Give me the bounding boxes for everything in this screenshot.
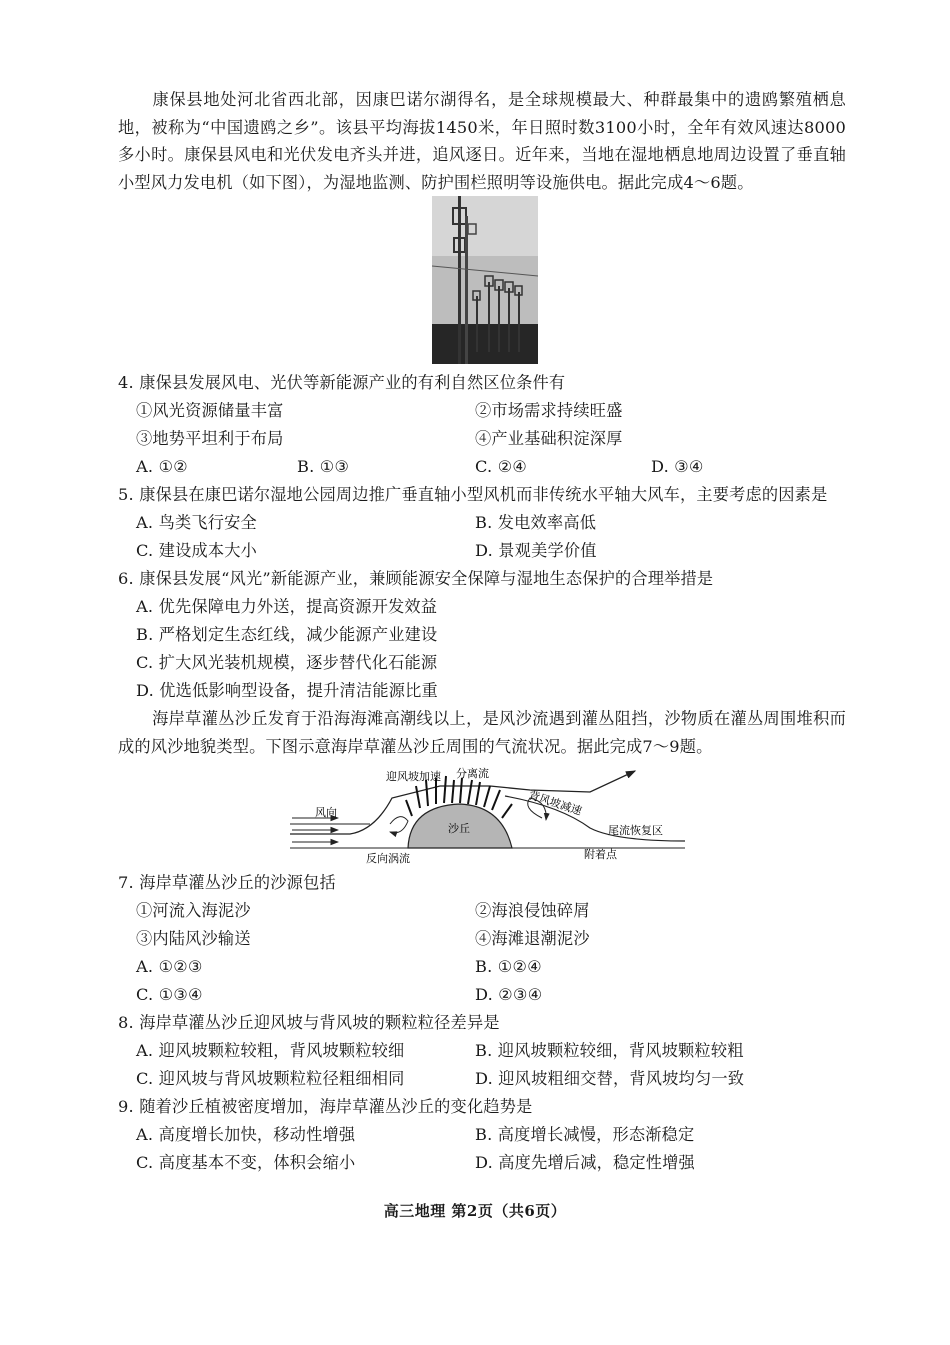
q6-option-c: C. 扩大风光装机规模，逐步替代化石能源	[136, 653, 438, 672]
page-footer: 高三地理 第2页（共6页）	[383, 1202, 567, 1220]
passage-wind-power	[118, 86, 846, 196]
q7-stem: 7. 海岸草灌丛沙丘的沙源包括	[118, 873, 336, 892]
passage-text: 海岸草灌丛沙丘发育于沿海海滩高潮线以上，是风沙流遇到灌丛阻挡，沙物质在灌丛周围堆积而成的风沙地貌类型。下图示意海岸草灌丛沙丘周围的气流状况。据此完成7～9题。	[118, 709, 846, 756]
q4-item-4: ④产业基础积淀深厚	[475, 429, 623, 448]
q7-option-a: A. ①②③	[136, 957, 203, 976]
q9-option-a: A. 高度增长加快，移动性增强	[136, 1125, 356, 1144]
q4-option-b: B. ①③	[297, 457, 350, 476]
q9-option-b: B. 高度增长减慢，形态渐稳定	[475, 1125, 695, 1144]
q4-option-a: A. ①②	[136, 457, 189, 476]
q5-option-a: A. 鸟类飞行安全	[136, 513, 257, 532]
q8-option-c: C. 迎风坡与背风坡颗粒粒径粗细相同	[136, 1069, 405, 1088]
q4-item-1: ①风光资源储量丰富	[136, 401, 284, 420]
q6-stem: 6. 康保县发展“风光”新能源产业，兼顾能源安全保障与湿地生态保护的合理举措是	[118, 569, 714, 588]
label-wake-recovery: 尾流恢复区	[608, 824, 663, 837]
q5-stem: 5. 康保县在康巴诺尔湿地公园周边推广垂直轴小型风机而非传统水平轴大风车，主要考虑的因素是	[118, 485, 828, 504]
label-separation-flow: 分离流	[456, 767, 489, 780]
label-dune: 沙丘	[448, 822, 470, 835]
q7-option-d: D. ②③④	[475, 985, 543, 1004]
passage-text: 康保县地处河北省西北部，因康巴诺尔湖得名，是全球规模最大、种群最集中的遗鸥繁殖栖息地，被称为“中国遗鸥之乡”。该县平均海拔1450米，年日照时数3100小时，全年有效风速达8000多小时。康保县风电和光伏发电齐头并进，追风逐日。近年来，当地在湿地栖息地周边设置了垂直轴小型风力发电机（如下图），为湿地监测、防护围栏照明等设施供电。据此完成4～6题。	[118, 90, 846, 192]
wind-turbine-photo	[432, 196, 538, 364]
q8-stem: 8. 海岸草灌丛沙丘迎风坡与背风坡的颗粒粒径差异是	[118, 1013, 500, 1032]
passage-coastal-dune	[118, 705, 846, 760]
q7-item-2: ②海浪侵蚀碎屑	[475, 901, 590, 920]
q5-option-d: D. 景观美学价值	[475, 541, 597, 560]
q8-option-a: A. 迎风坡颗粒较粗，背风坡颗粒较细	[136, 1041, 405, 1060]
q4-option-c: C. ②④	[475, 457, 528, 476]
q6-option-d: D. 优选低影响型设备，提升清洁能源比重	[136, 681, 438, 700]
q7-option-c: C. ①③④	[136, 985, 203, 1004]
q8-option-d: D. 迎风坡粗细交替，背风坡均匀一致	[475, 1069, 745, 1088]
q5-option-c: C. 建设成本大小	[136, 541, 258, 560]
q9-stem: 9. 随着沙丘植被密度增加，海岸草灌丛沙丘的变化趋势是	[118, 1097, 533, 1116]
q7-item-3: ③内陆风沙输送	[136, 929, 251, 948]
q7-item-1: ①河流入海泥沙	[136, 901, 251, 920]
q5-option-b: B. 发电效率高低	[475, 513, 597, 532]
label-wind-direction: 风向	[315, 806, 337, 819]
q8-option-b: B. 迎风坡颗粒较细，背风坡颗粒较粗	[475, 1041, 744, 1060]
q4-item-3: ③地势平坦利于布局	[136, 429, 284, 448]
q4-option-d: D. ③④	[651, 457, 704, 476]
q6-option-b: B. 严格划定生态红线，减少能源产业建设	[136, 625, 438, 644]
q6-option-a: A. 优先保障电力外送，提高资源开发效益	[136, 597, 438, 616]
q9-option-d: D. 高度先增后减，稳定性增强	[475, 1153, 695, 1172]
dune-airflow-diagram	[290, 766, 690, 866]
q4-item-2: ②市场需求持续旺盛	[475, 401, 623, 420]
label-reverse-vortex: 反向涡流	[366, 852, 410, 865]
q4-stem: 4. 康保县发展风电、光伏等新能源产业的有利自然区位条件有	[118, 373, 566, 392]
q9-option-c: C. 高度基本不变，体积会缩小	[136, 1153, 356, 1172]
label-attachment-point: 附着点	[584, 848, 617, 861]
label-windward-acceleration: 迎风坡加速	[386, 770, 441, 783]
q7-item-4: ④海滩退潮泥沙	[475, 929, 590, 948]
label-leeward-deceleration: 背风坡减速	[527, 788, 584, 818]
q7-option-b: B. ①②④	[475, 957, 542, 976]
